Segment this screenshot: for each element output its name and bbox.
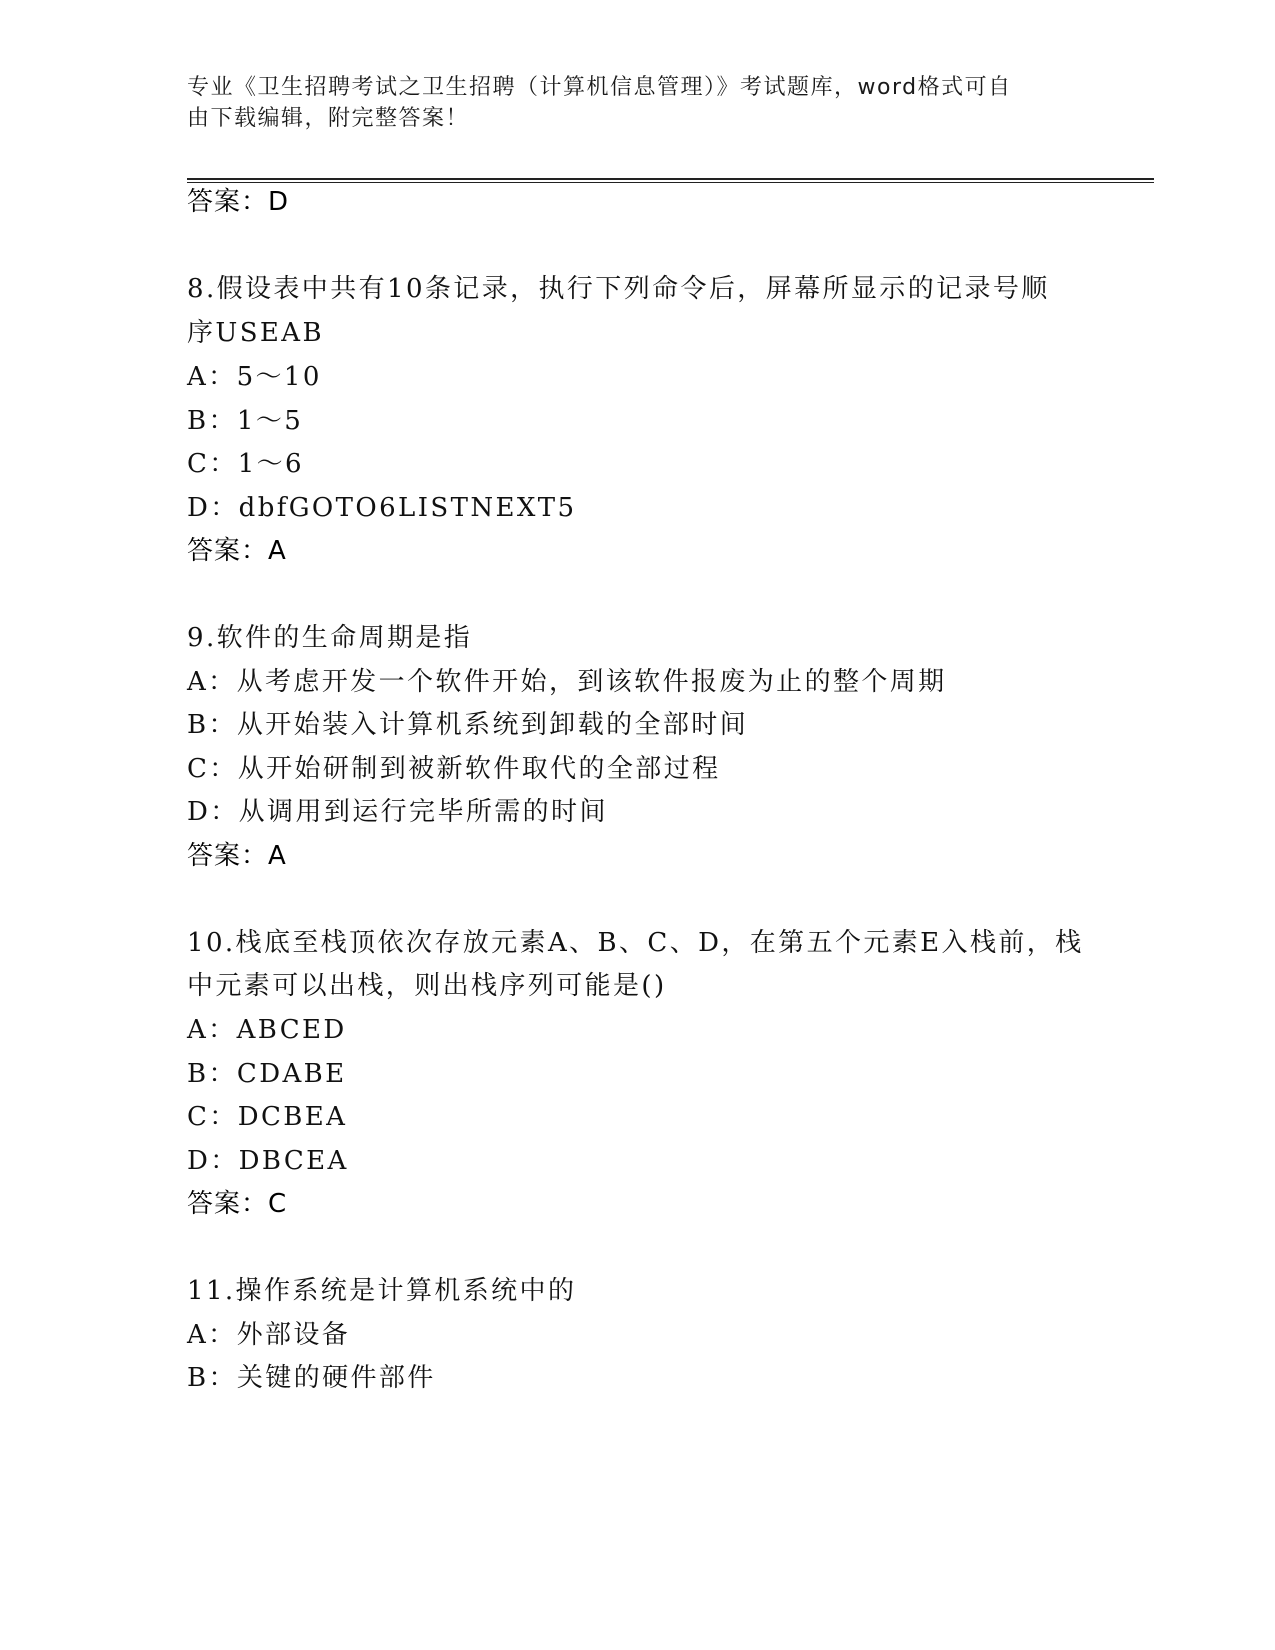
q10-option-b: B：CDABE — [187, 1059, 347, 1089]
q8-option-c: C：1～6 — [187, 449, 304, 479]
q9-option-c: C：从开始研制到被新软件取代的全部过程 — [187, 754, 721, 784]
q9-option-a: A：从考虑开发一个软件开始，到该软件报废为止的整个周期 — [187, 667, 947, 697]
q9-option-d: D：从调用到运行完毕所需的时间 — [187, 797, 608, 827]
q11-option-a: A：外部设备 — [187, 1320, 351, 1350]
q10-option-c: C：DCBEA — [187, 1102, 348, 1132]
q10-stem-line-1: 10.栈底至栈顶依次存放元素A、B、C、D，在第五个元素E入栈前，栈 — [187, 928, 1084, 958]
q8-option-a: A：5～10 — [187, 362, 322, 392]
q8-stem-line-1: 8.假设表中共有10条记录，执行下列命令后，屏幕所显示的记录号顺 — [187, 274, 1050, 304]
q8-stem-line-2: 序USEAB — [187, 318, 324, 348]
answer-previous: 答案：D — [187, 187, 290, 217]
document-header — [187, 72, 1067, 134]
header-line-2: 由下载编辑，附完整答案！ — [187, 106, 470, 131]
header-divider-thin — [187, 182, 1154, 183]
q11-stem: 11.操作系统是计算机系统中的 — [187, 1276, 577, 1306]
header-line-1: 专业《卫生招聘考试之卫生招聘（计算机信息管理）》考试题库，word格式可自 — [187, 75, 1012, 100]
q8-answer: 答案：A — [187, 536, 287, 566]
q9-answer: 答案：A — [187, 841, 287, 871]
q10-answer: 答案：C — [187, 1189, 288, 1219]
q9-stem: 9.软件的生命周期是指 — [187, 623, 473, 653]
q9-option-b: B：从开始装入计算机系统到卸载的全部时间 — [187, 710, 749, 740]
q11-option-b: B：关键的硬件部件 — [187, 1363, 436, 1393]
q8-option-b: B：1～5 — [187, 406, 304, 436]
q10-option-a: A：ABCED — [187, 1015, 347, 1045]
header-divider — [187, 178, 1154, 180]
q10-stem-line-2: 中元素可以出栈，则出栈序列可能是() — [187, 971, 667, 1001]
q8-option-d: D：dbfGOTO6LISTNEXT5 — [187, 493, 577, 523]
q10-option-d: D：DBCEA — [187, 1146, 349, 1176]
